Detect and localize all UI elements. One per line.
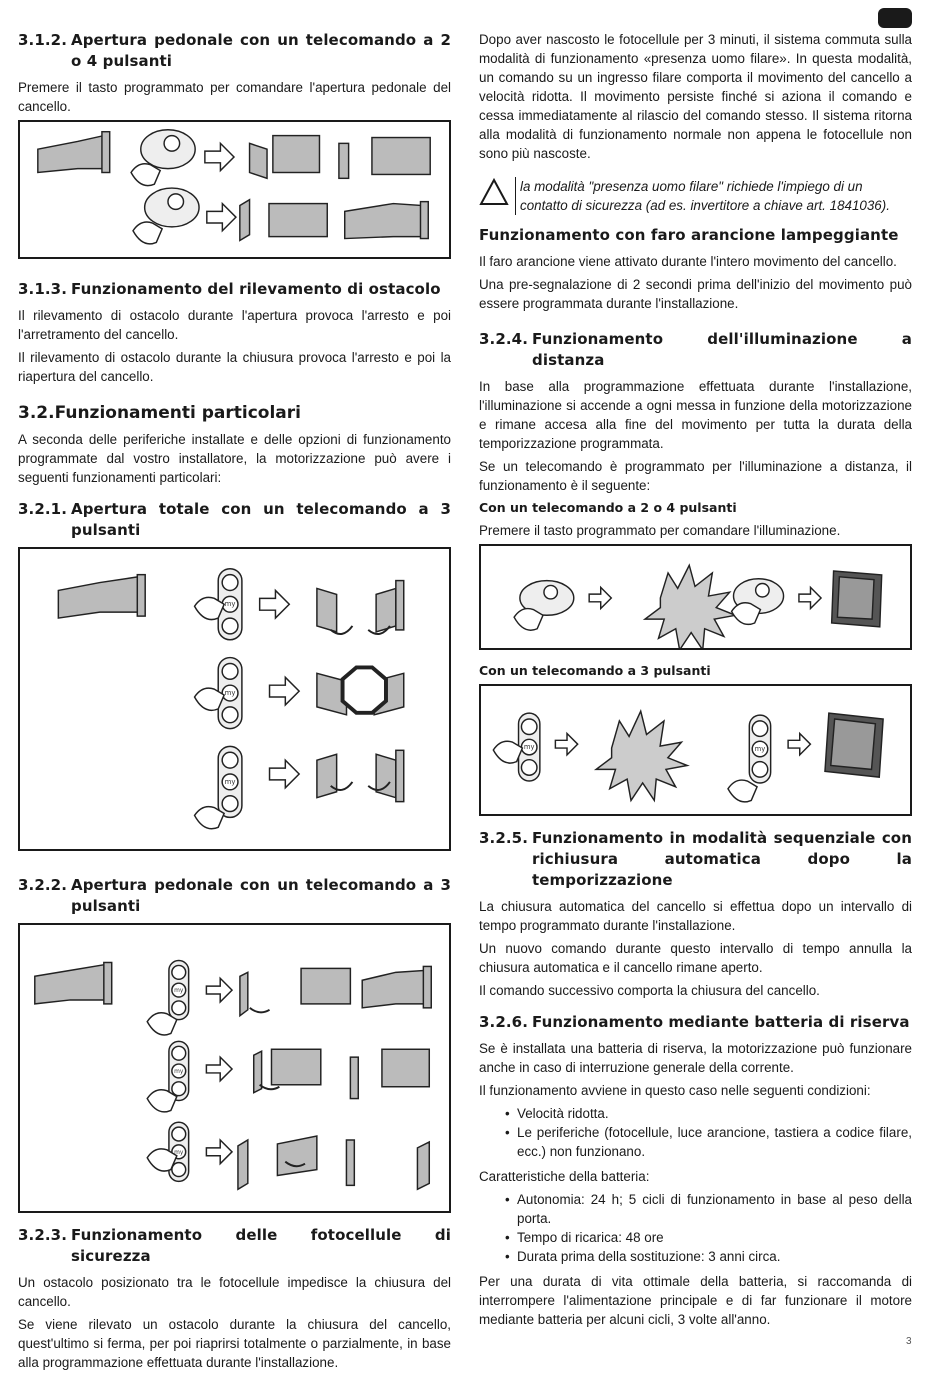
remote-my-label: my [224,600,236,609]
remote-my-label: my [523,743,535,752]
remote-3-buttons-light-illustration [481,686,910,814]
remote-my-label: my [224,689,236,698]
subheading: Con un telecomando a 3 pulsanti [479,663,711,678]
total-opening-illustration [20,549,449,849]
heading-3-2-3: 3.2.3. Funzionamento delle fotocellule di sicurezza [18,1226,451,1265]
heading-3-1-3: 3.1.3. Funzionamento del rilevamento di ostacolo [18,280,441,298]
paragraph: Se un telecomando è programmato per l'illuminazione a distanza, il funzionamento è il seguente: [479,459,912,493]
pedestrian-3-buttons-illustration [20,925,449,1211]
right-column [479,30,912,1333]
list-item: • Velocità ridotta. [517,1104,912,1123]
conditions-list [479,1104,912,1161]
battery-list [479,1190,912,1266]
page-number: 3 [906,1336,912,1347]
figure-pedestrian-2-4-buttons [18,120,451,259]
paragraph: Per una durata di vita ottimale della batteria, si raccomanda di interrompere l'alimentazione principale e di far funzionare il motore mediante batteria per alcuni cicli, 3 volte all'anno. [479,1274,912,1327]
heading-3-2-1: 3.2.1. Apertura totale con un telecomando a 3 pulsanti [18,500,451,539]
heading-3-2-2: 3.2.2. Apertura pedonale con un telecomando a 3 pulsanti [18,876,451,915]
paragraph: Se viene rilevato un ostacolo durante la chiusura del cancello, quest'ultimo si ferma, per poi riaprirsi totalmente o parzialmente, in base alla programmazione effettuata durante l'installazione. [18,1317,451,1370]
paragraph: In base alla programmazione effettuata durante l'installazione, l'illuminazione si accende a ogni messa in funzione della motorizzazione e rimane accesa alla fine del movimento per tutta la durata della temporizzazione programmata. [479,379,912,451]
heading-3-1-2: 3.1.2. Apertura pedonale con un telecomando a 2 o 4 pulsanti [18,31,451,70]
heading-3-2-4: 3.2.4. Funzionamento dell'illuminazione a distanza [479,330,912,369]
warning-note [479,177,912,215]
paragraph: Il funzionamento avviene in questo caso nelle seguenti condizioni: [479,1083,871,1098]
remote-my-label: my [174,988,184,995]
list-item: • Autonomia: 24 h; 5 cicli di funzionamento in base al peso della porta. [517,1190,912,1228]
paragraph: Una pre-segnalazione di 2 secondi prima dell'inizio del movimento può essere programmata durante l'installazione. [479,277,912,311]
pedestrian-opening-illustration [20,122,449,257]
figure-pedestrian-3-buttons [18,923,451,1213]
figure-light-2-4-buttons [479,544,912,650]
language-badge [878,8,912,28]
warning-text: la modalità "presenza uomo filare" richiede l'impiego di un contatto di sicurezza (ad es. invertitore a chiave art. 1841036). [515,177,912,215]
left-column [18,30,451,1376]
remote-my-label: my [754,744,766,753]
paragraph: Un nuovo comando durante questo intervallo di tempo annulla la chiusura automatica e il cancello rimane aperto. [479,941,912,975]
paragraph: Caratteristiche della batteria: [479,1169,650,1184]
warning-triangle-icon [479,177,509,207]
heading-faro: Funzionamento con faro arancione lampeggiante [479,226,899,244]
heading-3-2-5: 3.2.5. Funzionamento in modalità sequenziale con richiusura automatica dopo la temporizzazione [479,829,912,889]
paragraph: Un ostacolo posizionato tra le fotocellule impedisce la chiusura del cancello. [18,1275,451,1309]
subheading: Con un telecomando a 2 o 4 pulsanti [479,500,737,515]
remote-my-label: my [174,1068,184,1075]
figure-light-3-buttons [479,684,912,816]
paragraph: La chiusura automatica del cancello si effettua dopo un intervallo di tempo programmato durante l'installazione. [479,899,912,933]
paragraph: Se è installata una batteria di riserva, la motorizzazione può funzionare anche in caso di interruzione generale della corrente. [479,1041,912,1075]
list-item: • Tempo di ricarica: 48 ore [517,1228,912,1247]
heading-3-2-6: 3.2.6. Funzionamento mediante batteria di riserva [479,1013,910,1031]
paragraph: Il comando successivo comporta la chiusura del cancello. [479,983,820,998]
paragraph: Il rilevamento di ostacolo durante l'apertura provoca l'arresto e poi l'arretramento del cancello. [18,308,451,342]
paragraph: Il rilevamento di ostacolo durante la chiusura provoca l'arresto e poi la riapertura del cancello. [18,350,451,384]
paragraph: Dopo aver nascosto le fotocellule per 3 minuti, il sistema commuta sulla modalità di funzionamento «presenza uomo filare». In questa modalità, un comando su un ingresso filare comporta il movimento del cancello a velocità ridotta. Il movimento persiste finché si aziona il comando e cessa immediatamente al rilascio del comando stesso. Il sistema ritorna alla modalità di funzionamento normale non appena le fotocellule non sono più nascoste. [479,32,912,161]
paragraph: Premere il tasto programmato per comandare l'illuminazione. [479,523,841,538]
figure-total-opening-3-buttons [18,547,451,851]
remote-my-label: my [174,1149,184,1156]
list-item: • Le periferiche (fotocellule, luce arancione, tastiera a codice filare, ecc.) non funzionano. [517,1123,912,1161]
list-item: • Durata prima della sostituzione: 3 anni circa. [517,1247,912,1266]
paragraph: Premere il tasto programmato per comandare l'apertura pedonale del cancello. [18,80,451,114]
paragraph: A seconda delle periferiche installate e delle opzioni di funzionamento programmate dal vostro installatore, la motorizzazione può avere i seguenti funzionamenti particolari: [18,432,451,485]
heading-3-2: 3.2.Funzionamenti particolari [18,403,301,423]
remote-my-label: my [224,777,236,786]
remote-light-illustration [481,546,910,648]
paragraph: Il faro arancione viene attivato durante l'intero movimento del cancello. [479,254,897,269]
